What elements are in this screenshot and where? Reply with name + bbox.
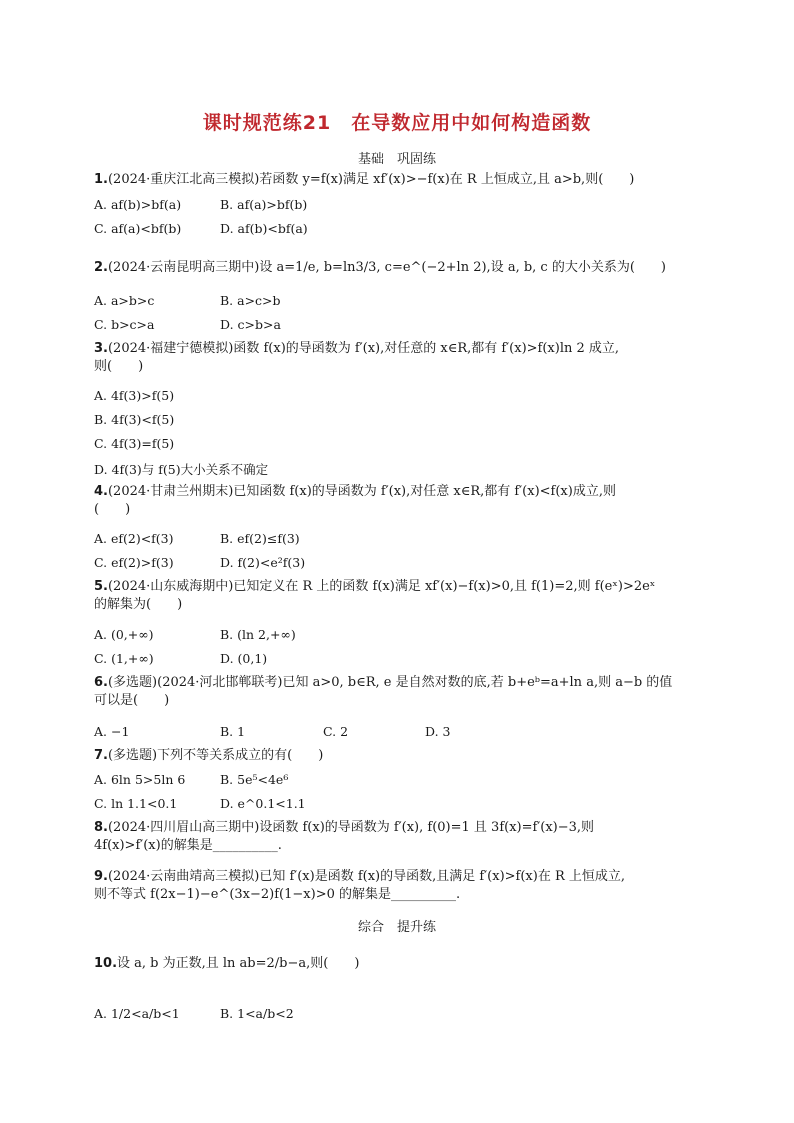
option-a: A. (0,+∞) <box>94 627 154 642</box>
option-c: C. (1,+∞) <box>94 651 154 666</box>
option-b: B. af(a)>bf(b) <box>220 197 308 212</box>
question-number: 8. <box>94 820 108 835</box>
option-d: D. af(b)<bf(a) <box>220 221 308 236</box>
option-b: B. 1<a/b<2 <box>220 1006 294 1021</box>
question-1 <box>94 171 714 189</box>
question-number: 1. <box>94 172 108 187</box>
question-number: 7. <box>94 748 108 763</box>
option-c: C. 4f(3)=f(5) <box>94 436 175 451</box>
question-number: 9. <box>94 869 108 884</box>
question-9 <box>94 868 714 904</box>
question-number: 5. <box>94 579 108 594</box>
option-b: B. a>c>b <box>220 293 281 308</box>
option-b: B. (ln 2,+∞) <box>220 627 296 642</box>
question-text: ( ) <box>94 502 131 517</box>
question-10 <box>94 955 714 973</box>
option-d: D. e^0.1<1.1 <box>220 796 306 811</box>
option-d: D. (0,1) <box>220 651 268 666</box>
question-2 <box>94 259 714 277</box>
question-text: (2024·福建宁德模拟)函数 f(x)的导函数为 f′(x),对任意的 x∈R,都有 f′(x)>f(x)ln 2 成立, <box>107 341 620 356</box>
page-title: 课时规范练21 在导数应用中如何构造函数 <box>202 112 592 134</box>
question-number: 4. <box>94 484 108 499</box>
question-text: 可以是( ) <box>94 693 170 708</box>
question-text: 设 a, b 为正数,且 ln ab=2/b−a,则( ) <box>117 956 360 971</box>
option-a: A. a>b>c <box>94 293 155 308</box>
option-d: D. 3 <box>425 724 451 739</box>
option-d: D. 4f(3)与 f(5)大小关系不确定 <box>94 462 269 477</box>
option-c: C. b>c>a <box>94 317 155 332</box>
question-text: 4f(x)>f′(x)的解集是__________. <box>94 838 282 853</box>
section-basic: 基础 巩固练 <box>357 152 436 167</box>
option-a: A. −1 <box>94 724 130 739</box>
question-text: (2024·云南曲靖高三模拟)已知 f′(x)是函数 f(x)的导函数,且满足 f′(x)>f(x)在 R 上恒成立, <box>107 869 626 884</box>
option-c: C. ln 1.1<0.1 <box>94 796 178 811</box>
option-b: B. ef(2)≤f(3) <box>220 531 300 546</box>
option-b: B. 5e⁵<4e⁶ <box>220 772 289 787</box>
question-5 <box>94 578 714 614</box>
question-text: (2024·重庆江北高三模拟)若函数 y=f(x)满足 xf′(x)>−f(x)在 R 上恒成立,且 a>b,则( ) <box>107 172 635 187</box>
option-d: D. f(2)<e²f(3) <box>220 555 306 570</box>
question-text: 的解集为( ) <box>94 597 183 612</box>
option-d: D. c>b>a <box>220 317 281 332</box>
option-a: A. 6ln 5>5ln 6 <box>94 772 186 787</box>
question-text: (多选题)(2024·河北邯郸联考)已知 a>0, b∈R, e 是自然对数的底,若 b+eᵇ=a+ln a,则 a−b 的值 <box>107 675 673 690</box>
section-advanced: 综合 提升练 <box>357 920 436 935</box>
question-text: (2024·云南昆明高三期中)设 a=1/e, b=ln3/3, c=e^(−2+ln 2),设 a, b, c 的大小关系为( ) <box>107 260 666 275</box>
question-text: 则( ) <box>94 359 144 374</box>
question-text: 则不等式 f(2x−1)−e^(3x−2)f(1−x)>0 的解集是__________. <box>94 887 461 902</box>
option-b: B. 1 <box>220 724 246 739</box>
option-a: A. 4f(3)>f(5) <box>94 388 175 403</box>
option-c: C. 2 <box>323 724 349 739</box>
option-c: C. ef(2)>f(3) <box>94 555 174 570</box>
question-number: 6. <box>94 675 108 690</box>
option-a: A. ef(2)<f(3) <box>94 531 174 546</box>
question-number: 2. <box>94 260 108 275</box>
option-b: B. 4f(3)<f(5) <box>94 412 175 427</box>
question-6 <box>94 674 714 710</box>
question-text: (2024·甘肃兰州期末)已知函数 f(x)的导函数为 f′(x),对任意 x∈R,都有 f′(x)<f(x)成立,则 <box>107 484 616 499</box>
question-text: (2024·山东威海期中)已知定义在 R 上的函数 f(x)满足 xf′(x)−f(x)>0,且 f(1)=2,则 f(eˣ)>2eˣ <box>107 579 656 594</box>
question-text: (2024·四川眉山高三期中)设函数 f(x)的导函数为 f′(x), f(0)=1 且 3f(x)=f′(x)−3,则 <box>107 820 595 835</box>
question-3 <box>94 340 714 376</box>
option-a: A. af(b)>bf(a) <box>94 197 182 212</box>
question-text: (多选题)下列不等关系成立的有( ) <box>107 748 324 763</box>
option-c: C. af(a)<bf(b) <box>94 221 182 236</box>
question-number: 3. <box>94 341 108 356</box>
question-4 <box>94 483 714 519</box>
question-7 <box>94 747 714 765</box>
option-a: A. 1/2<a/b<1 <box>94 1006 180 1021</box>
question-number: 10. <box>94 956 118 971</box>
question-8 <box>94 819 714 855</box>
